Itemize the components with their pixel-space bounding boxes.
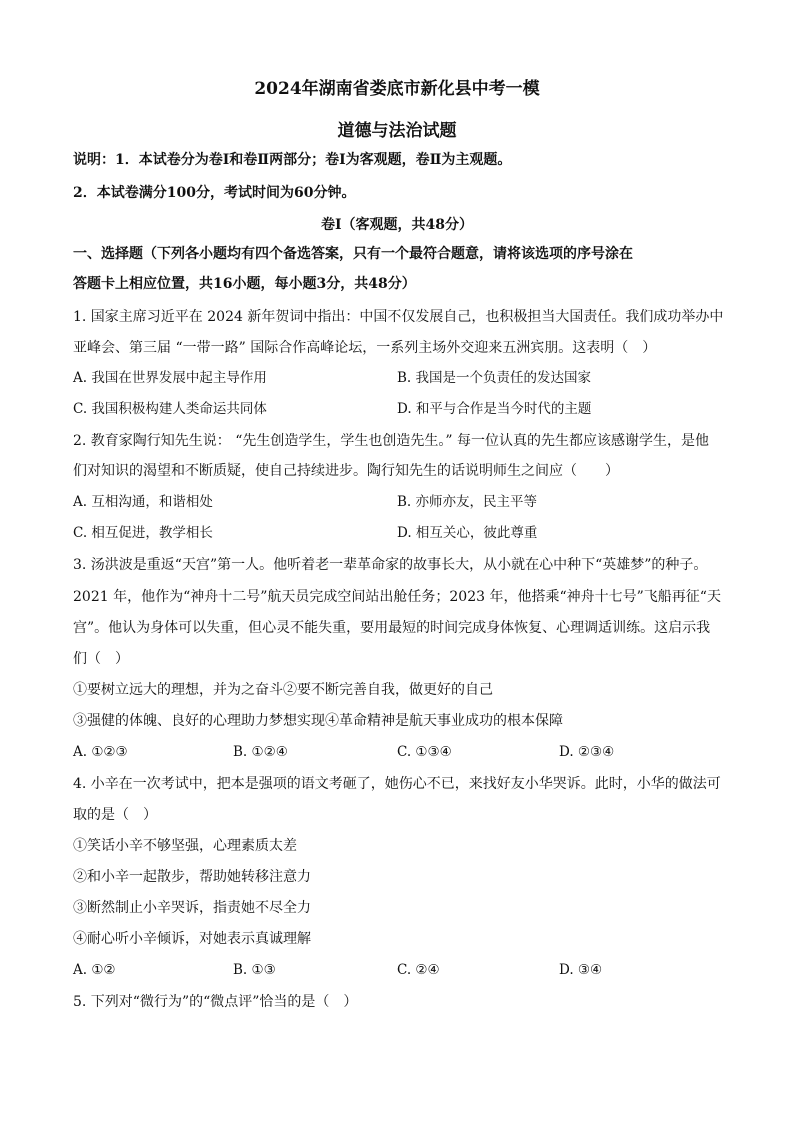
section-title: 卷Ⅰ（客观题，共48分） [320,217,474,233]
question-text-line: 们（ ） [73,651,129,667]
option-a: A. ①② [73,962,116,978]
statement-line: ④耐心听小辛倾诉，对她表示真诚理解 [73,931,311,947]
option-b: B. 我国是一个负责任的发达国家 [397,370,592,386]
question-text-line: 们对知识的渴望和不断质疑，使自己持续进步。陶行知先生的话说明师生之间应（ ） [73,463,619,479]
option-d: D. ③④ [559,962,603,978]
option-d: D. ②③④ [559,744,615,760]
statement-line: ③断然制止小辛哭诉，指责她不尽全力 [73,900,311,916]
option-b: B. ①③ [233,962,276,978]
statement-line: ②和小辛一起散步，帮助她转移注意力 [73,869,311,885]
option-c: C. ①③④ [397,744,452,760]
section-heading-line-2: 答题卡上相应位置，共16小题，每小题3分，共48分） [73,276,416,292]
section-heading-line-1: 一、选择题（下列各小题均有四个备选答案，只有一个最符合题意，请将该选项的序号涂在 [73,246,633,262]
exam-title: 2024年湖南省娄底市新化县中考一模 [254,79,540,99]
option-c: C. 我国积极构建人类命运共同体 [73,401,267,417]
instruction-line-1: 说明：1．本试卷分为卷Ⅰ和卷Ⅱ两部分；卷Ⅰ为客观题，卷Ⅱ为主观题。 [73,152,512,168]
option-d: D. 和平与合作是当今时代的主题 [397,401,592,417]
question-text-line: 2. 教育家陶行知先生说： “先生创造学生，学生也创造先生。” 每一位认真的先生都应该感谢学生，是他 [73,433,710,449]
option-d: D. 相互关心，彼此尊重 [397,525,538,541]
question-text-line: 宫”。他认为身体可以失重，但心灵不能失重，要用最短的时间完成身体恢复、心理调适训练。这启示我 [73,620,711,636]
question-text-line: 5. 下列对“微行为”的“微点评”恰当的是（ ） [73,994,358,1010]
statement-line: ③强健的体魄、良好的心理助力梦想实现④革命精神是航天事业成功的根本保障 [73,713,563,729]
question-text-line: 1. 国家主席习近平在 2024 新年贺词中指出：中国不仅发展自己，也积极担当大国责任。我们成功举办中 [73,309,724,325]
statement-line: ①要树立远大的理想，并为之奋斗②要不断完善自我，做更好的自己 [73,682,493,698]
option-c: C. 相互促进，教学相长 [73,525,213,541]
exam-subtitle: 道德与法治试题 [337,121,457,141]
question-text-line: 2021 年，他作为“神舟十二号”航天员完成空间站出舱任务；2023 年，他搭乘“神舟十七号”飞船再征“天 [73,589,721,605]
statement-line: ①笑话小辛不够坚强，心理素质太差 [73,838,297,854]
option-a: A. ①②③ [73,744,128,760]
option-b: B. ①②④ [233,744,288,760]
instruction-line-2: 2．本试卷满分100分，考试时间为60分钟。 [73,185,356,201]
option-c: C. ②④ [397,962,440,978]
option-a: A. 我国在世界发展中起主导作用 [73,370,267,386]
question-text-line: 4. 小辛在一次考试中，把本是强项的语文考砸了，她伤心不已，来找好友小华哭诉。此时，小华的做法可 [73,776,721,792]
question-text-line: 亚峰会、第三届 “一带一路” 国际合作高峰论坛，一系列主场外交迎来五洲宾朋。这表明（ ） [73,340,657,356]
option-a: A. 互相沟通，和谐相处 [73,494,213,510]
option-b: B. 亦师亦友，民主平等 [397,494,538,510]
question-text-line: 3. 汤洪波是重返“天宫”第一人。他听着老一辈革命家的故事长大，从小就在心中种下“英雄梦”的种子。 [73,557,708,573]
question-text-line: 取的是（ ） [73,807,157,823]
